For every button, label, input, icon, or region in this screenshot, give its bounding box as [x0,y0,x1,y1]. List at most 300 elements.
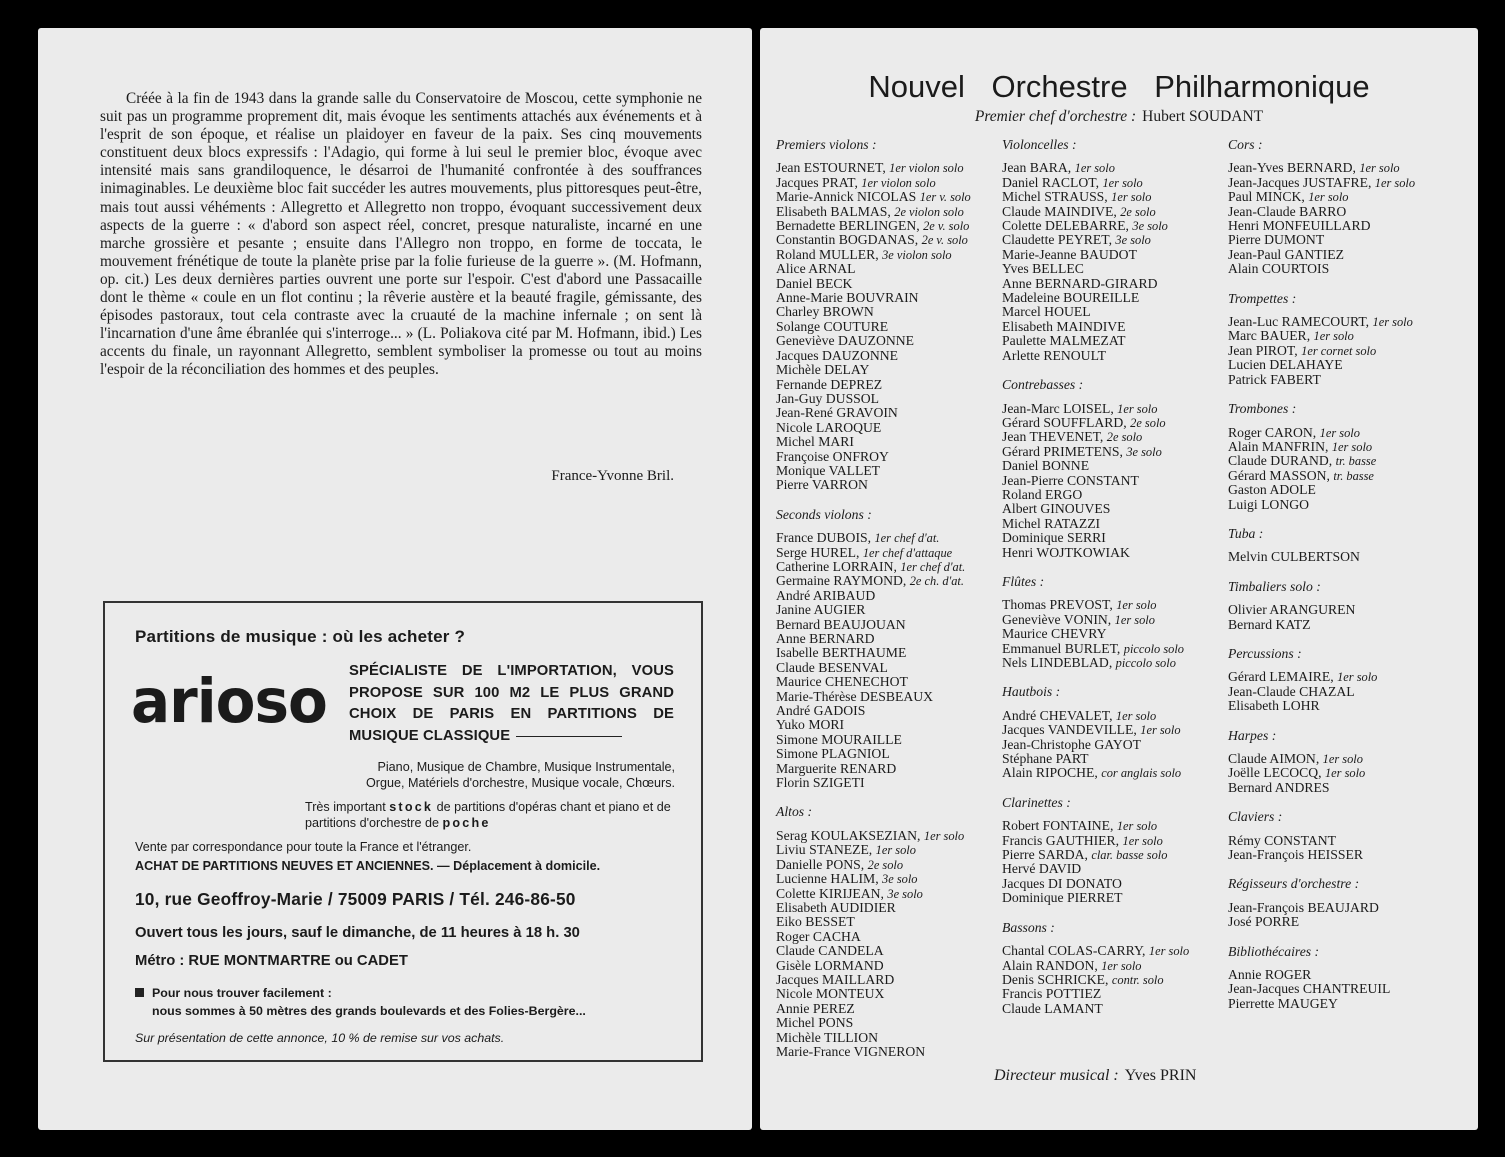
member-name: Jacques MAILLARD [776,971,895,987]
member-role: 2e solo [867,857,904,872]
member-name: Daniel BECK [776,275,853,291]
member-row [776,915,971,929]
member-name: Roger CACHA [776,928,861,944]
section-heading: Claviers : [1228,809,1283,825]
ad-rule [516,736,622,737]
member-row [1002,987,1189,1001]
member-row [1002,291,1189,305]
member-name: Bernard KATZ [1228,616,1311,632]
member-role: 3e violon solo [882,247,952,262]
member-name: Marie-France VIGNERON [776,1043,926,1059]
member-name: Anne BERNARD-GIRARD [1002,275,1158,291]
member-row [1002,305,1189,319]
member-name: Jean-Claude BARRO [1228,203,1347,219]
member-row [1228,968,1415,982]
member-name: Francis POTTIEZ [1002,986,1102,1002]
member-row [776,733,971,747]
member-name: Jean-Pierre CONSTANT [1002,472,1139,488]
member-row [1228,915,1415,929]
member-role: 1er solo [1115,708,1157,723]
member-name: Luigi LONGO [1228,496,1309,512]
ad-directions [135,985,586,1020]
member-name: Gérard SOUFFLARD, [1002,414,1127,430]
member-name: Maurice CHENECHOT [776,674,908,690]
member-row [1228,498,1415,512]
member-role: 1er solo [1372,315,1413,330]
member-name: Gérard LEMAIRE, [1228,669,1334,685]
member-name: Jean-Marc LOISEL, [1002,400,1114,416]
member-row [1228,176,1415,190]
section-heading: Seconds violons : [776,506,872,522]
member-row [1002,877,1189,891]
member-row [776,901,971,915]
member-row [1002,334,1189,348]
roster-section [1228,647,1415,714]
member-row [1228,426,1415,440]
member-name: Jean-Christophe GAYOT [1002,736,1142,752]
member-name: Solange COUTURE [776,318,889,334]
section-heading: Régisseurs d'orchestre : [1228,876,1360,892]
member-name: Gérard MASSON, [1228,467,1330,483]
ad-catalog-list [310,760,675,791]
member-row [776,858,971,872]
ad-vente: Vente par correspondance pour toute la France et l'étranger. [135,840,472,854]
section-heading: Trompettes : [1228,290,1297,306]
member-name: Paul MINCK, [1228,189,1305,205]
member-name: Joëlle LECOCQ, [1228,765,1322,781]
member-name: Charley BROWN [776,304,874,320]
member-role: 1er solo [1102,175,1143,190]
member-name: Michel MARI [776,434,854,450]
member-row [776,1031,971,1045]
member-name: André CHEVALET, [1002,707,1113,723]
member-row [776,262,971,276]
member-role: 1er solo [1331,439,1373,454]
ad-find-line-1: Pour nous trouver facilement : [152,986,332,1000]
member-row [1228,766,1415,780]
member-name: Jean-François HEISSER [1228,847,1363,863]
member-role: 2e ch. d'at. [909,574,964,589]
member-name: José PORRE [1228,914,1300,930]
member-name: Jean-Jacques CHANTREUIL [1228,981,1391,997]
roster-section [1228,729,1415,796]
member-name: Alice ARNAL [776,261,856,277]
member-row [776,435,971,449]
section-heading: Harpes : [1228,727,1277,743]
section-heading: Bassons : [1002,919,1055,935]
member-row [776,464,971,478]
member-row [776,718,971,732]
member-name: Michèle DELAY [776,362,870,378]
member-row [776,959,971,973]
member-role: 1er solo [1122,833,1163,848]
member-row [1002,819,1189,833]
member-row [776,1016,971,1030]
roster-section [1002,685,1189,780]
section-heading: Percussions : [1228,645,1302,661]
member-row [1002,848,1189,862]
member-row [776,546,971,560]
member-row [776,930,971,944]
section-heading: Violoncelles : [1002,137,1077,152]
member-name: Constantin BOGDANAS, [776,232,919,248]
member-name: Henri WOJTKOWIAK [1002,544,1130,560]
member-name: Annie PEREZ [776,1000,855,1016]
member-name: Simone PLAGNIOL [776,746,890,762]
member-row [1228,848,1415,862]
member-role: 2e solo [1106,430,1143,445]
section-heading: Hautbois : [1002,684,1061,700]
member-role: 1er solo [1074,161,1115,176]
roster-section [776,138,971,493]
member-row [1228,603,1415,617]
member-row [776,843,971,857]
member-name: Isabelle BERTHAUME [776,645,907,661]
member-name: Thomas PREVOST, [1002,597,1113,613]
member-name: Francis GAUTHIER, [1002,832,1120,848]
ad-headline: Partitions de musique : où les acheter ? [135,627,466,646]
member-name: Olivier ARANGUREN [1228,602,1356,618]
member-row [1002,459,1189,473]
roster-section [1228,402,1415,512]
member-name: Robert FONTAINE, [1002,818,1114,834]
author-signature: France-Yvonne Bril. [551,468,674,484]
member-row [1002,445,1189,459]
section-heading: Tuba : [1228,525,1264,541]
member-row [776,560,971,574]
member-role: 1er solo [1148,944,1190,959]
member-name: Alain COURTOIS [1228,261,1330,277]
member-name: Claudette PEYRET, [1002,232,1112,248]
member-name: Gisèle LORMAND [776,957,884,973]
member-row [1002,973,1189,987]
member-row [1002,642,1189,656]
member-name: Janine AUGIER [776,602,866,618]
member-name: Marie-Thérèse DESBEAUX [776,688,933,704]
member-role: 1er chef d'at. [874,531,940,546]
member-role: 1er solo [1313,329,1354,344]
roster-section [776,805,971,1059]
member-role: 1er solo [1114,612,1155,627]
member-name: Serge HUREL, [776,544,860,560]
member-name: Bernadette BERLINGEN, [776,218,920,234]
member-name: Jacques PRAT, [776,174,858,190]
member-row [1002,531,1189,545]
member-row [776,320,971,334]
roster-column-3 [1228,138,1415,1026]
section-heading: Clarinettes : [1002,794,1071,810]
member-row [776,618,971,632]
member-role: 1er solo [1324,766,1366,781]
member-role: tr. basse [1335,454,1377,469]
member-name: Colette KIRIJEAN, [776,885,884,901]
ad-stock-word: stock [389,800,434,814]
member-role: 3e solo [887,886,923,901]
member-name: France DUBOIS, [776,530,872,546]
director-name: Yves PRIN [1124,1067,1197,1084]
member-row [776,277,971,291]
member-row [776,776,971,790]
member-row [776,762,971,776]
member-name: Anne-Marie BOUVRAIN [776,290,919,306]
member-name: Marie-Jeanne BAUDOT [1002,246,1137,262]
member-row [776,531,971,545]
member-role: 1er violon solo [861,175,936,190]
member-row [1002,627,1189,641]
member-role: 1er solo [1140,723,1181,738]
member-name: Jean ESTOURNET, [776,160,886,176]
member-name: Yuko MORI [776,717,845,733]
member-name: Nels LINDEBLAD, [1002,655,1113,670]
member-name: Jacques DAUZONNE [776,347,899,363]
member-name: Pierre DUMONT [1228,232,1325,248]
member-row [1002,656,1189,670]
member-row [776,305,971,319]
member-name: Lucien DELAHAYE [1228,357,1343,373]
member-row [1228,982,1415,996]
director-label: Directeur musical : [994,1067,1119,1084]
member-row [1228,219,1415,233]
member-role: cor anglais solo [1101,766,1182,781]
chef-name: Hubert SOUDANT [1142,108,1264,125]
member-row [776,1045,971,1059]
member-row [1002,959,1189,973]
member-role: 1er solo [875,843,916,858]
member-name: Michel STRAUSS, [1002,189,1108,205]
ad-catalog-line-1: Piano, Musique de Chambre, Musique Instrumentale, [377,760,675,774]
member-name: Geneviève VONIN, [1002,611,1112,627]
member-name: Germaine RAYMOND, [776,573,907,589]
member-row [776,829,971,843]
member-name: André GADOIS [776,703,866,719]
member-role: 1er violon solo [889,161,964,176]
member-row [1002,723,1189,737]
member-row [776,704,971,718]
member-row [776,675,971,689]
member-name: Elisabeth LOHR [1228,698,1320,714]
member-role: tr. basse [1333,468,1374,483]
member-row [776,363,971,377]
member-role: 1er solo [923,828,965,843]
ad-hours: Ouvert tous les jours, sauf le dimanche, de 11 heures à 18 h. 30 [135,925,580,941]
member-role: 1er solo [1374,175,1416,190]
member-row [1228,440,1415,454]
member-name: Alain MANFRIN, [1228,438,1329,454]
roster-section [1228,877,1415,929]
essay-text [100,90,702,380]
member-row [1228,190,1415,204]
roster-section [1002,796,1189,906]
member-role: 1er solo [1337,670,1378,685]
member-row [776,205,971,219]
member-name: Monique VALLET [776,462,881,478]
member-role: contr. solo [1111,972,1164,987]
roster-section [1228,527,1415,565]
member-role: 1er v. solo [919,190,971,205]
member-row [1002,598,1189,612]
member-role: 1er solo [1116,598,1157,613]
member-name: Rémy CONSTANT [1228,832,1337,848]
member-name: Claude CANDELA [776,943,884,959]
roster-section [1228,292,1415,387]
member-role: 1er solo [1308,190,1349,205]
member-name: Simone MOURAILLE [776,731,902,747]
roster-column-1 [776,138,971,1074]
member-name: Jean THEVENET, [1002,429,1104,445]
member-role: 2e v. solo [921,233,968,248]
member-role: 1er solo [1359,161,1400,176]
member-row [1228,373,1415,387]
member-role: 1er chef d'at. [900,559,966,574]
square-bullet-icon [135,988,144,997]
member-row [1002,233,1189,247]
member-name: Roland ERGO [1002,486,1083,502]
member-name: Jacques DI DONATO [1002,875,1122,891]
member-row [1228,685,1415,699]
section-heading: Timbaliers solo : [1228,578,1321,594]
member-name: Françoise ONFROY [776,448,889,464]
ad-discount: Sur présentation de cette annonce, 10 % de remise sur vos achats. [135,1031,505,1045]
member-row [776,233,971,247]
member-row [1002,176,1189,190]
member-name: Nicole LAROQUE [776,419,882,435]
member-row [776,887,971,901]
member-name: Elisabeth BALMAS, [776,203,891,219]
member-name: Florin SZIGETI [776,775,865,791]
roster-column-2 [1002,138,1189,1031]
member-name: Hervé DAVID [1002,861,1082,877]
member-name: Alain RIPOCHE, [1002,765,1098,781]
member-row [776,478,971,492]
member-row [1002,349,1189,363]
chef-label: Premier chef d'orchestre : [974,108,1137,125]
member-name: Pierre SARDA, [1002,847,1088,863]
roster-section [776,508,971,791]
member-row [1228,358,1415,372]
ad-stock-text [305,800,675,831]
member-name: Albert GINOUVES [1002,501,1111,517]
member-name: Colette DELEBARRE, [1002,218,1129,234]
member-role: 3e solo [1132,219,1168,234]
ad-catalog-line-2: Orgue, Matériels d'orchestre, Musique vocale, Chœurs. [366,775,675,790]
member-row [1002,416,1189,430]
member-name: Fernande DEPREZ [776,376,883,392]
member-row [1228,161,1415,175]
section-heading: Cors : [1228,137,1263,152]
member-name: Michel RATAZZI [1002,515,1101,531]
member-role: 2e violon solo [894,204,964,219]
member-row [1002,1002,1189,1016]
ad-metro: Métro : RUE MONTMARTRE ou CADET [135,953,408,969]
member-name: Eiko BESSET [776,914,855,930]
member-role: 1er solo [1117,401,1158,416]
member-name: Pierrette MAUGEY [1228,995,1338,1011]
member-name: Jean-Yves BERNARD, [1228,160,1356,176]
member-row [1002,262,1189,276]
essay-paragraph: Créée à la fin de 1943 dans la grande salle du Conservatoire de Moscou, cette symphonie ne suit pas un programme proprement dit, mais évoque les sentiments attachés aux événements et à l'esprit de son époque, et réalise un plaidoyer en faveur de la paix. Ses cinq mouvements constituent deux blocs expressifs : l'Adagio, qui forme à lui seul le premier bloc, évoque avec intensité mais sans grandiloquence, le désarroi de l'humanité confrontée à des souffrances inimaginables. Le deuxième bloc fait succéder les autres mouvements, plus pittoresques peut-être, mais tout aussi véhéments : Allegretto et Allegretto non troppo, évoquant successivement deux aspects de la guerre : « d'abord son aspect réel, concret, presque naturaliste, incarné en une marche grossière et pesante ; ensuite dans l'Allegro non troppo, en forme de toccata, le mouvement frénétique de toute la planète prise par la folie furieuse de la guerre ». (M. Hofmann, op. cit.) Les deux dernières parties ouvrent une porte sur l'espoir. C'est d'abord une Passacaille dont le thème « coule en un flot continu ; la rêverie austère et la beauté fragile, gémissante, des épisodes pastoraux, tout cela contraste avec la cruauté de la machine infernale ; on sent là l'incarnation d'une âme ébranlée qui s'interroge... » (L. Poliakova cité par M. Hofmann, ibid.) Les accents du finale, un rayonnant Allegretto, semblent symboliser la promesse ou tout au moins l'espoir de la réconciliation des hommes et des peuples. [100,90,702,379]
member-name: Elisabeth AUDIDIER [776,899,896,915]
member-name: Arlette RENOULT [1002,347,1107,363]
member-name: Jean-Paul GANTIEZ [1228,246,1344,262]
member-row [1228,233,1415,247]
member-row [776,872,971,886]
member-name: Claude DURAND, [1228,453,1333,469]
roster-section [1228,810,1415,862]
member-row [776,646,971,660]
member-name: Jean-Luc RAMECOURT, [1228,314,1370,330]
member-row [1228,315,1415,329]
member-row [776,334,971,348]
member-name: Emmanuel BURLET, [1002,640,1121,656]
member-row [1002,248,1189,262]
member-name: Maurice CHEVRY [1002,626,1107,642]
member-row [776,690,971,704]
member-name: Geneviève DAUZONNE [776,333,914,349]
member-name: Nicole MONTEUX [776,986,885,1002]
member-row [776,661,971,675]
member-row [1002,546,1189,560]
member-row [776,450,971,464]
member-row [776,603,971,617]
member-name: Jean-Claude CHAZAL [1228,683,1355,699]
member-name: Patrick FABERT [1228,371,1321,387]
roster-section [1002,138,1189,363]
member-row [1002,205,1189,219]
member-row [1002,752,1189,766]
member-row [1002,738,1189,752]
member-row [776,291,971,305]
member-row [776,378,971,392]
member-name: Jean-François BEAUJARD [1228,899,1379,915]
member-name: Bernard BEAUJOUAN [776,616,906,632]
member-name: Claude AIMON, [1228,751,1320,766]
member-name: Melvin CULBERTSON [1228,549,1360,565]
member-name: Serag KOULAKSEZIAN, [776,827,921,843]
member-row [776,973,971,987]
member-name: Elisabeth MAINDIVE [1002,318,1126,334]
member-name: Roland MULLER, [776,246,879,262]
member-row [1002,219,1189,233]
orchestra-title: Nouvel Orchestre Philharmonique [868,69,1370,104]
member-row [1002,613,1189,627]
member-row [1002,517,1189,531]
arioso-advertisement [103,601,703,1062]
member-name: Alain RANDON, [1002,957,1098,973]
member-row [776,944,971,958]
member-name: Henri MONFEUILLARD [1228,218,1371,234]
member-role: 1er solo [1116,819,1158,834]
member-row [1228,901,1415,915]
roster-section [1228,580,1415,632]
member-name: Danielle PONS, [776,856,865,872]
member-row [1228,699,1415,713]
member-role: 3e solo [882,872,918,887]
member-role: 1er solo [1319,425,1360,440]
section-heading: Contrebasses : [1002,377,1084,393]
member-name: Marc BAUER, [1228,328,1311,344]
member-row [776,747,971,761]
member-row [1228,454,1415,468]
roster-section [1228,138,1415,277]
member-name: Liviu STANEZE, [776,842,873,858]
member-role: 1er chef d'attaque [862,545,953,560]
left-page [38,28,752,1130]
ad-find-line-2: nous sommes à 50 mètres des grands boulevards et des Folies-Bergère... [152,1003,586,1018]
member-row [776,161,971,175]
member-name: Roger CARON, [1228,424,1317,440]
member-name: Michel PONS [776,1015,854,1031]
chef-line [760,108,1478,126]
